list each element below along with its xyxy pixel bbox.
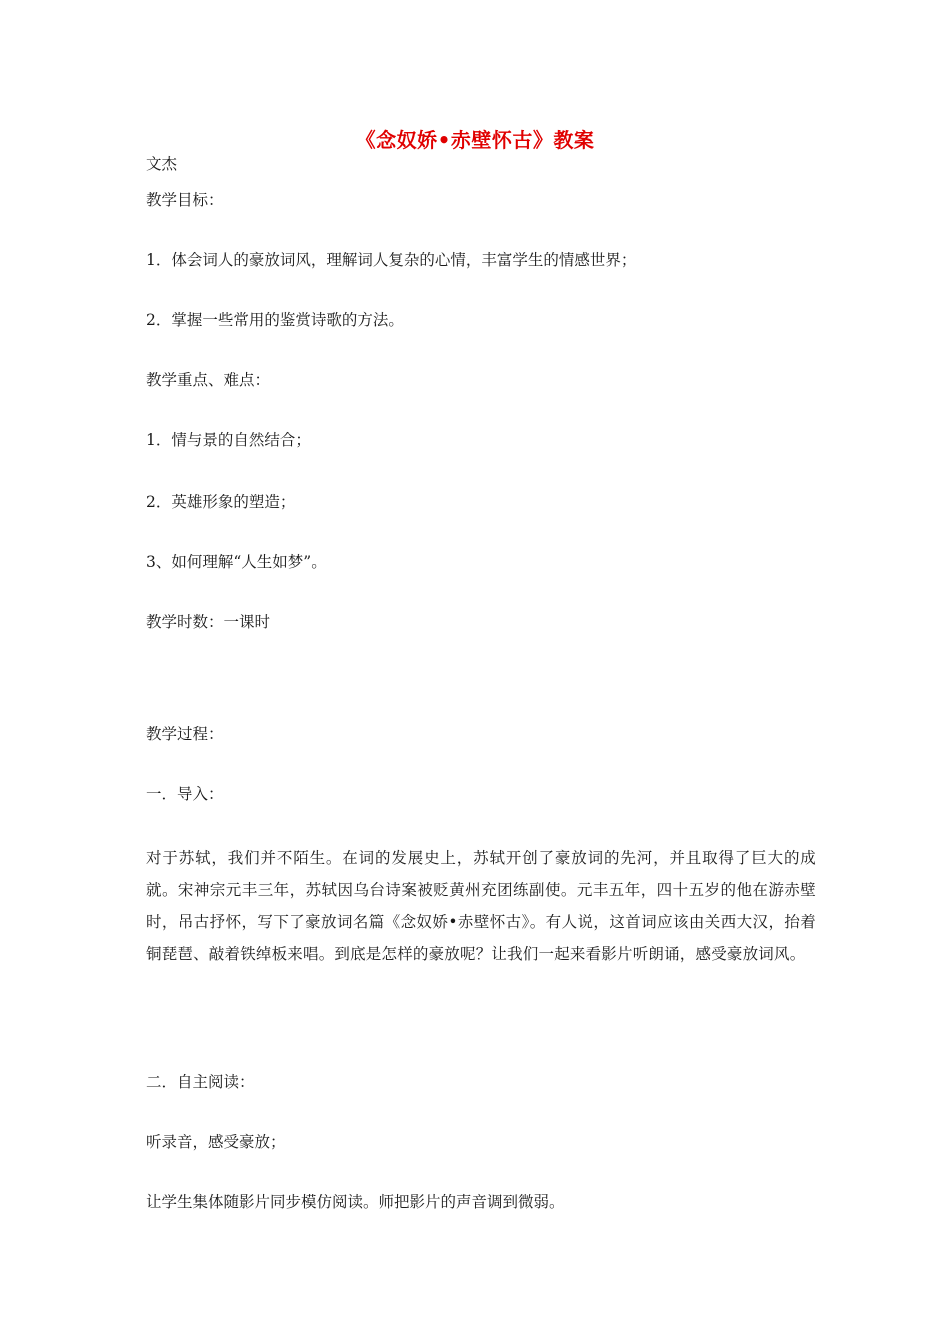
- teaching-duration: 教学时数：一课时: [146, 613, 271, 631]
- reading-step-2: 让学生集体随影片同步模仿阅读。师把影片的声音调到微弱。: [146, 1193, 565, 1211]
- keypoint-item-1: 1．情与景的自然结合；: [146, 431, 311, 449]
- section-2-heading: 二．自主阅读：: [146, 1073, 255, 1091]
- intro-paragraph: 对于苏轼，我们并不陌生。在词的发展史上，苏轼开创了豪放词的先河，并且取得了巨大的成就。宋神宗元丰三年，苏轼因乌台诗案被贬黄州充团练副使。元丰五年，四十五岁的他在游赤壁时，吊古抒怀，写下了豪放词名篇《念奴娇•赤壁怀古》。有人说，这首词应该由关西大汉，抬着铜琵琶、敲着铁绰板来唱。到底是怎样的豪放呢？让我们一起来看影片听朗诵，感受豪放词风。: [146, 849, 816, 963]
- document-title: 《念奴娇•赤壁怀古》教案: [355, 128, 595, 152]
- author-name: 文杰: [146, 155, 178, 173]
- objective-item-1: 1．体会词人的豪放词风，理解词人复杂的心情，丰富学生的情感世界；: [146, 251, 637, 269]
- process-heading: 教学过程：: [146, 725, 224, 743]
- section-1-heading: 一．导入：: [146, 785, 224, 803]
- keypoint-item-2: 2．英雄形象的塑造；: [146, 493, 296, 511]
- reading-step-1: 听录音，感受豪放；: [146, 1133, 286, 1151]
- objective-item-2: 2．掌握一些常用的鉴赏诗歌的方法。: [146, 311, 404, 329]
- keypoints-heading: 教学重点、难点：: [146, 371, 271, 389]
- keypoint-item-3: 3、如何理解“人生如梦”。: [146, 553, 327, 571]
- objectives-heading: 教学目标：: [146, 191, 224, 209]
